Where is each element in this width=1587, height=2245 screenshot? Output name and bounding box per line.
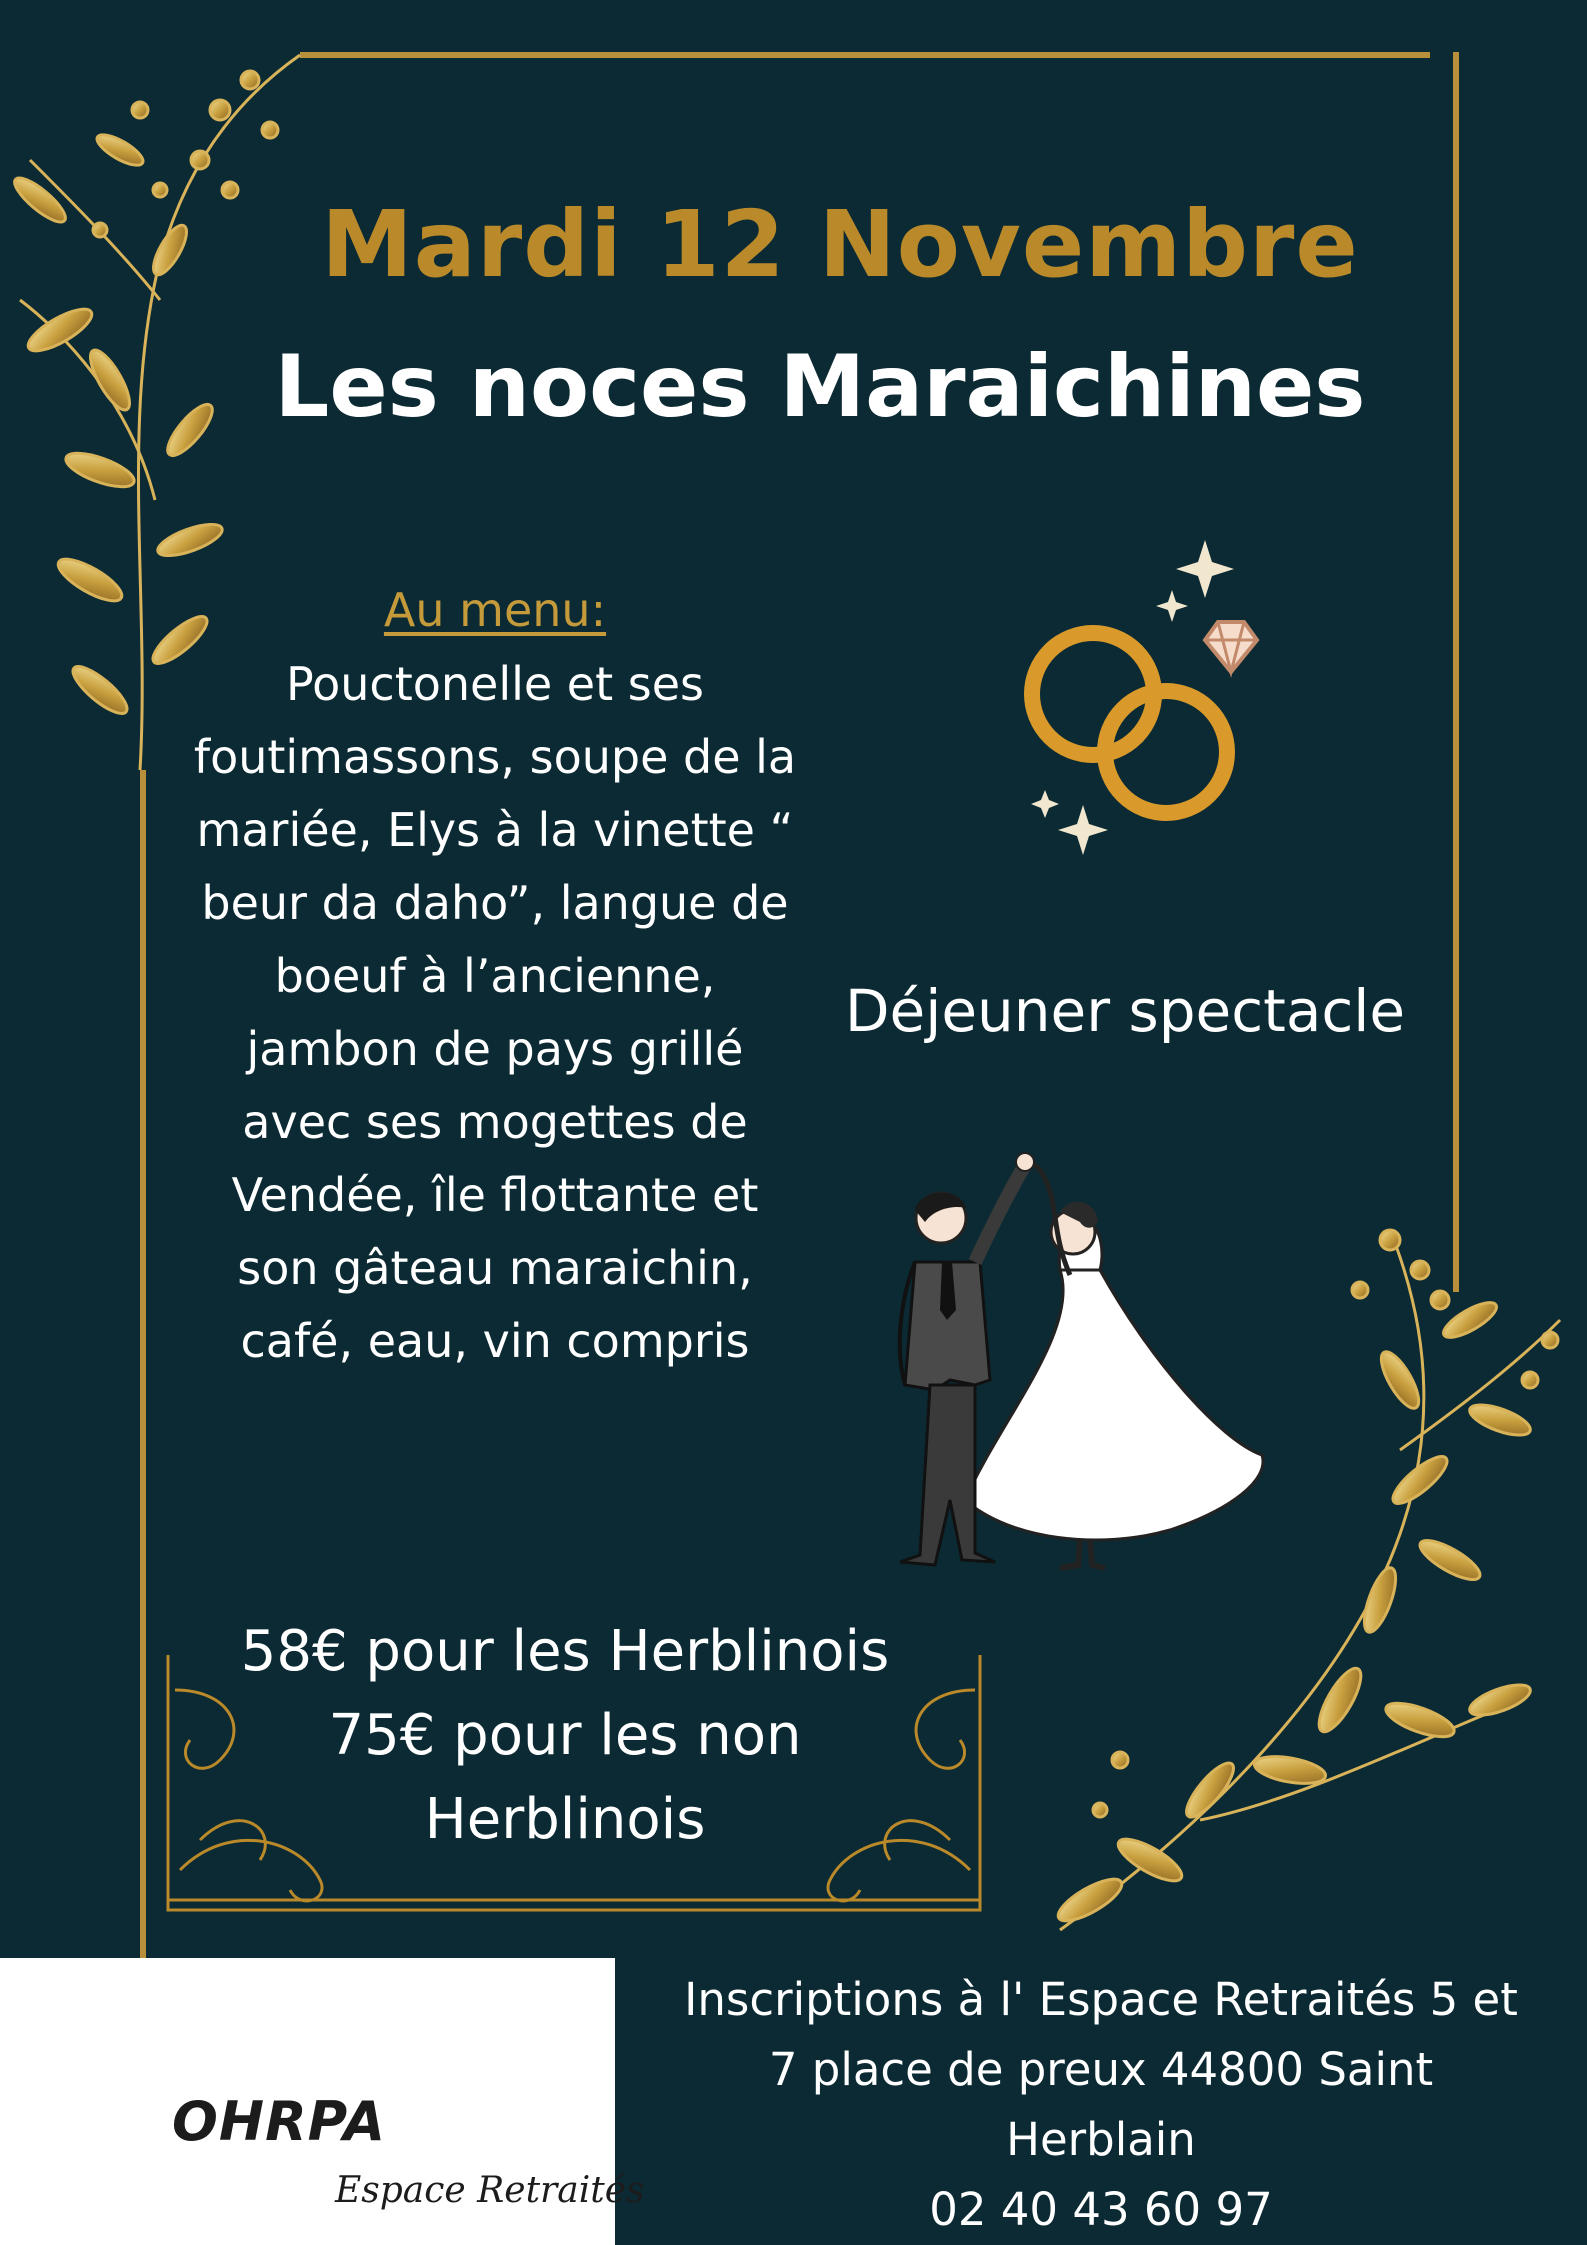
registration-info bbox=[615, 1965, 1587, 2245]
wedding-rings-icon bbox=[1032, 622, 1257, 813]
phone-number: 02 40 43 60 97 bbox=[929, 2183, 1273, 2236]
logo-subtitle: Espace Retraités bbox=[335, 2170, 645, 2211]
registration-line-1: Inscriptions à l' Espace Retraités 5 et bbox=[684, 1973, 1518, 2026]
dancing-couple-illustration bbox=[900, 1153, 1263, 1568]
logo-name: OHRPA bbox=[172, 2090, 387, 2153]
registration-line-3: Herblain bbox=[1006, 2113, 1196, 2166]
menu-heading: Au menu: bbox=[383, 583, 607, 637]
menu-description: Pouctonelle et ses foutimassons, soupe de la mariée, Elys à la vinette “ beur da daho”, langue de boeuf à l’ancienne, jambon de pays grillé avec ses mogettes de Vendée, île flottante et son gâteau maraichin, café, eau, vin compris bbox=[193, 657, 797, 1368]
price-line-residents: 58€ pour les Herblinois bbox=[240, 1619, 890, 1684]
event-subtitle: Déjeuner spectacle bbox=[844, 977, 1406, 1045]
event-date-title: Mardi 12 Novembre bbox=[321, 191, 1359, 298]
price-block bbox=[200, 1610, 930, 1862]
registration-line-2: 7 place de preux 44800 Saint bbox=[768, 2043, 1434, 2096]
event-title: Les noces Maraichines bbox=[274, 337, 1366, 437]
price-line-non-residents-cont: Herblinois bbox=[424, 1787, 706, 1852]
price-line-non-residents: 75€ pour les non bbox=[328, 1703, 802, 1768]
